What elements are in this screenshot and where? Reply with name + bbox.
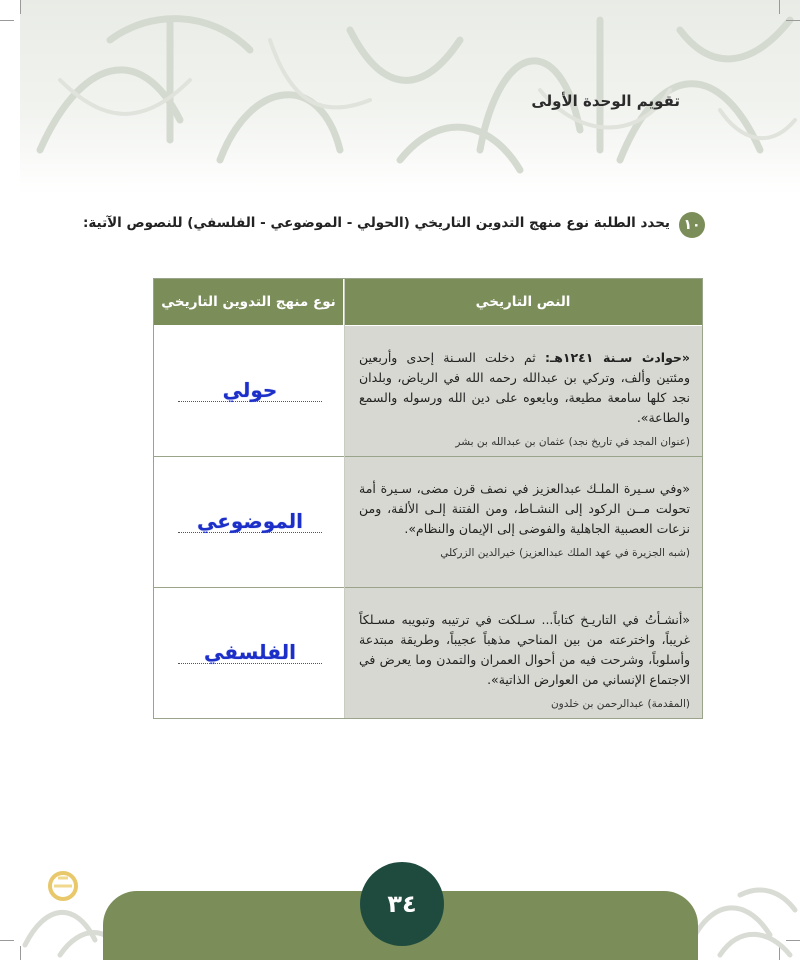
answer-text: حولي [222,378,278,402]
column-header-text: النص التاريخي [344,279,702,325]
answer-text: الفلسفي [204,640,296,664]
answer-field[interactable] [178,501,322,541]
answer-field[interactable] [178,370,322,410]
quote-text: «أنشـأتُ في التاريـخ كتاباً... سـلكت في ترتيبه وتبويبه مسـلكاً غريباً، واخترعته من بين المناحي مذهباً عجيباً، وطريقة مبتدعة وأسلوباً، وشرحت فيه من أحوال العمران والتمدن وما يعرض في الاجتماع الإنساني من العوارض الذاتية». [359,612,690,687]
column-divider [344,279,345,718]
source-citation: (عنوان المجد في تاريخ نجد) عثمان بن عبدالله بن بشر [455,436,690,448]
crop-mark [20,0,21,14]
page-number: ٣٤ [360,862,444,946]
crop-mark [779,0,780,14]
unit-title: تقويم الوحدة الأولى [531,92,680,110]
answer-field[interactable] [178,632,322,672]
historical-text-cell [345,326,702,456]
answer-text: الموضوعي [196,509,304,533]
table-row [154,326,702,456]
quote-text: «وفي سـيرة الملـك عبدالعزيز في نصف قرن مضى، سـيرة أمة تحولت مــن الركود إلى النشـاط، ومن الفتنة إلـى الألفة، ومن نزعات العصبية الجاهلية والفوضى إلى الإيمان والنظام». [359,481,690,536]
ministry-logo-icon [44,868,82,902]
method-answer-cell [154,326,344,456]
quote-text [359,348,690,428]
table-row [154,457,702,587]
history-methods-table [153,278,703,719]
method-answer-cell [154,457,344,587]
historical-text-cell [345,457,702,587]
quote-body: ثم دخلت السـنة إحدى وأربعين ومئتين وألف، وتركي بن عبدالله رحمه الله في الرياض، وبلدان نجد كلها سامعة مطيعة، وبايعوه على دين الله ورسوله والسمع والطاعة». [359,350,690,425]
question-text: يحدد الطلبة نوع منهج التدوين التاريخي (الحولي - الموضوعي - الفلسفي) للنصوص الآتية: [82,215,670,231]
crop-mark [786,20,800,21]
calligraphy-pattern-icon [20,0,800,195]
source-citation: (شبه الجزيرة في عهد الملك عبدالعزيز) خيرالدين الزركلي [440,547,690,559]
calligraphy-background [20,0,800,195]
table-row [154,588,702,718]
column-header-method: نوع منهج التدوين التاريخي [154,279,344,325]
historical-text-cell [345,588,702,718]
crop-mark [0,20,14,21]
method-answer-cell [154,588,344,718]
question-number-badge: ١٠ [679,212,705,238]
source-citation: (المقدمة) عبدالرحمن بن خلدون [550,698,690,710]
quote-lead: «حوادث سـنة ١٢٤١هـ: [544,350,690,365]
